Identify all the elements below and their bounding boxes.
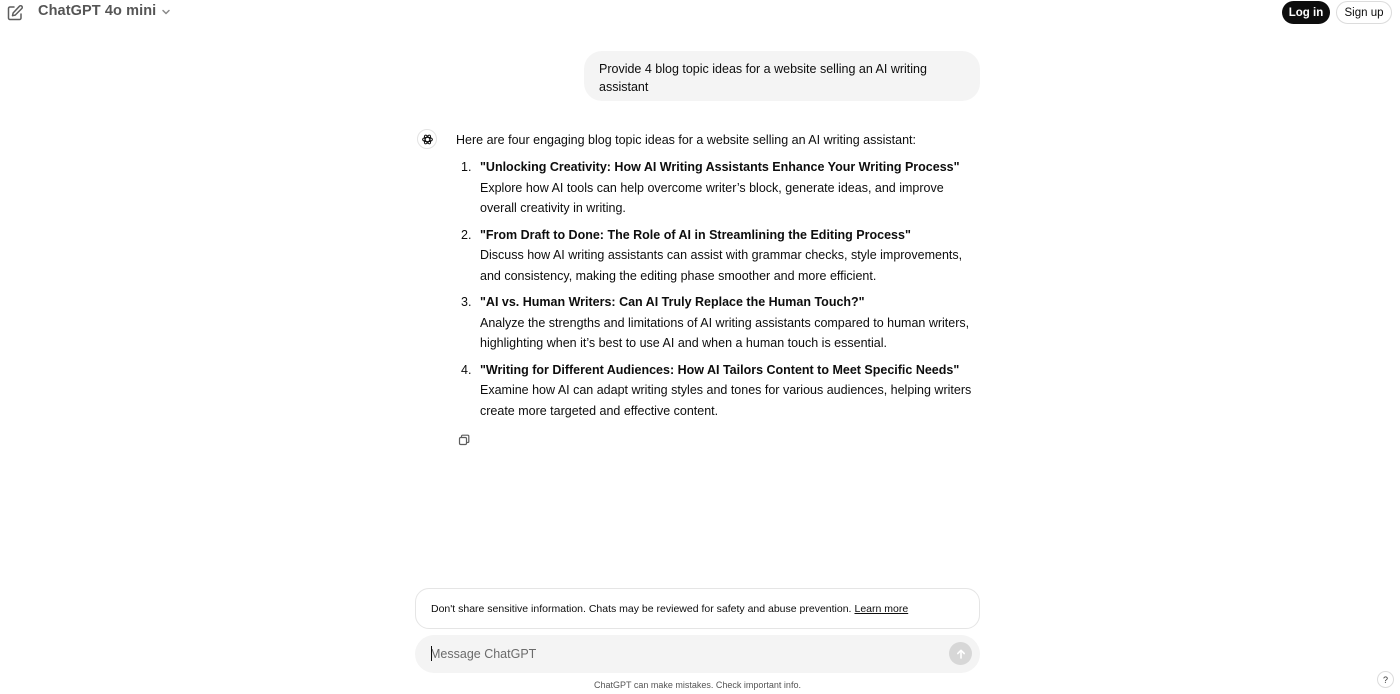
topic-title: "Unlocking Creativity: How AI Writing Assistants Enhance Your Writing Process" — [480, 160, 960, 174]
edit-icon — [6, 4, 24, 22]
signup-button[interactable]: Sign up — [1336, 1, 1392, 24]
list-item — [456, 292, 976, 354]
assistant-intro: Here are four engaging blog topic ideas for a website selling an AI writing assistant: — [456, 133, 916, 147]
topic-description: Examine how AI can adapt writing styles and tones for various audiences, helping writers create more targeted and effective content. — [480, 383, 972, 418]
new-chat-button[interactable] — [6, 4, 24, 22]
learn-more-link[interactable]: Learn more — [854, 602, 909, 615]
notice-text: Don't share sensitive information. Chats may be reviewed for safety and abuse prevention. — [431, 602, 852, 615]
topic-title: "From Draft to Done: The Role of AI in Streamlining the Editing Process" — [480, 227, 911, 242]
text-caret — [431, 646, 432, 661]
list-number: 4. — [461, 362, 472, 377]
list-number: 1. — [461, 160, 472, 174]
topic-list — [456, 157, 976, 427]
list-item — [456, 157, 976, 219]
disclaimer-text: ChatGPT can make mistakes. Check important info. — [594, 680, 801, 690]
topic-title: "AI vs. Human Writers: Can AI Truly Replace the Human Touch?" — [480, 295, 865, 309]
arrow-up-icon — [955, 648, 967, 660]
chevron-down-icon — [161, 7, 171, 17]
help-button[interactable]: ? — [1377, 671, 1394, 688]
openai-logo-icon — [421, 133, 434, 146]
send-button[interactable] — [949, 642, 972, 665]
login-button[interactable]: Log in — [1282, 1, 1330, 24]
list-number: 3. — [461, 295, 472, 309]
topic-description: Analyze the strengths and limitations of AI writing assistants compared to human writers, highlighting when it’s best to use AI and when a human touch is essential. — [480, 315, 970, 350]
copy-button[interactable] — [457, 433, 471, 447]
topic-description: Discuss how AI writing assistants can assist with grammar checks, style improvements, and consistency, making the editing phase smoother and more efficient. — [480, 248, 963, 283]
model-selector[interactable] — [38, 3, 171, 19]
list-number: 2. — [461, 227, 472, 242]
privacy-notice — [415, 588, 980, 629]
list-item — [456, 225, 976, 287]
message-input[interactable] — [430, 644, 930, 664]
message-composer — [415, 635, 980, 673]
model-name: ChatGPT 4o mini — [38, 3, 157, 19]
copy-icon — [457, 433, 471, 447]
assistant-avatar — [417, 129, 437, 149]
list-item — [456, 360, 976, 422]
user-message: Provide 4 blog topic ideas for a website selling an AI writing assistant — [584, 51, 980, 101]
topic-title: "Writing for Different Audiences: How AI Tailors Content to Meet Specific Needs" — [480, 362, 960, 377]
topic-description: Explore how AI tools can help overcome writer’s block, generate ideas, and improve overall creativity in writing. — [480, 180, 944, 215]
